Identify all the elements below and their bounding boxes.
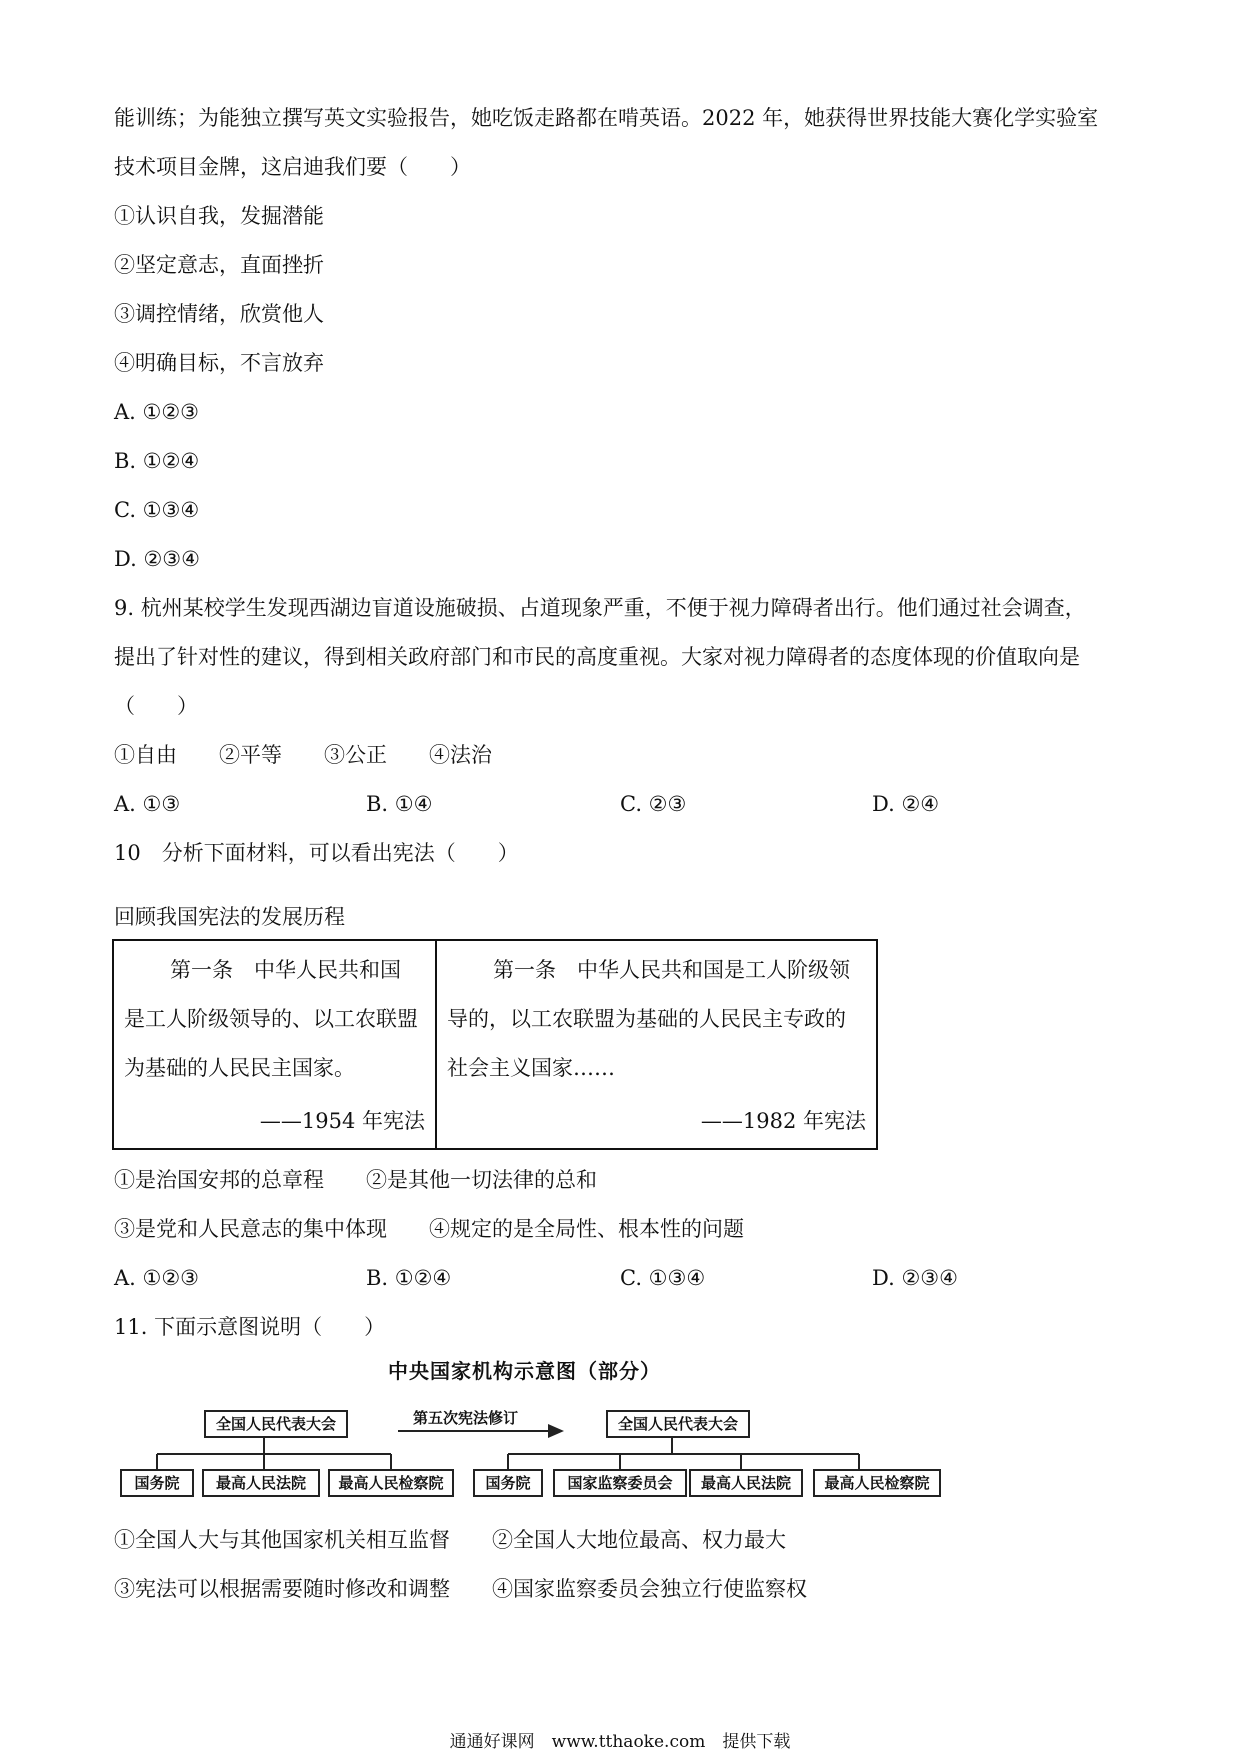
option-line: ②坚定意志，直面挫折	[114, 253, 324, 277]
arrow-label: 第五次宪法修订	[413, 1409, 519, 1427]
q9-choice-a: A. ①③	[114, 792, 181, 816]
node-state-council-after: 国务院	[473, 1469, 543, 1497]
option-line: ①认识自我，发掘潜能	[114, 204, 324, 228]
text-line: 技术项目金牌，这启迪我们要（ ）	[114, 155, 471, 179]
option-line: ④明确目标，不言放弃	[114, 351, 324, 375]
cell-text: 社会主义国家……	[447, 1056, 615, 1080]
choice-a: A. ①②③	[114, 400, 199, 424]
question-11-text: 11. 下面示意图说明（ ）	[114, 1315, 386, 1339]
q9-choice-b: B. ①④	[366, 792, 433, 816]
node-procuratorate-before: 最高人民检察院	[328, 1469, 454, 1497]
cell-source: ——1982 年宪法	[700, 1109, 866, 1133]
cell-text: 是工人阶级领导的、以工农联盟	[124, 1007, 418, 1031]
question-9-statements: ①自由 ②平等 ③公正 ④法治	[114, 743, 492, 767]
question-9-text: （ ）	[114, 694, 198, 718]
cell-source: ——1954 年宪法	[259, 1109, 425, 1133]
question-11-statements: ③宪法可以根据需要随时修改和调整 ④国家监察委员会独立行使监察权	[114, 1577, 807, 1601]
cell-text: 导的，以工农联盟为基础的人民民主专政的	[447, 1007, 846, 1031]
node-state-council-before: 国务院	[120, 1469, 194, 1497]
page-footer: 通通好课网 www.tthaoke.com 提供下载	[449, 1732, 791, 1752]
node-npc-before: 全国人民代表大会	[204, 1410, 348, 1438]
node-supreme-court-after: 最高人民法院	[689, 1469, 803, 1497]
cell-text: 为基础的人民民主国家。	[124, 1056, 355, 1080]
node-npc-after: 全国人民代表大会	[606, 1410, 750, 1438]
q9-choice-d: D. ②④	[872, 792, 940, 816]
question-9-text: 提出了针对性的建议，得到相关政府部门和市民的高度重视。大家对视力障碍者的态度体现的价值取向是	[114, 645, 1080, 669]
choice-b: B. ①②④	[114, 449, 200, 473]
choice-d: D. ②③④	[114, 547, 200, 571]
option-line: ③调控情绪，欣赏他人	[114, 302, 324, 326]
node-procuratorate-after: 最高人民检察院	[813, 1469, 941, 1497]
node-supreme-court-before: 最高人民法院	[202, 1469, 320, 1497]
cell-text: 第一条 中华人民共和国	[170, 958, 401, 982]
cell-text: 第一条 中华人民共和国是工人阶级领	[493, 958, 850, 982]
question-11-statements: ①全国人大与其他国家机关相互监督 ②全国人大地位最高、权力最大	[114, 1528, 786, 1552]
question-10-statements: ①是治国安邦的总章程 ②是其他一切法律的总和	[114, 1168, 597, 1192]
choice-c: C. ①③④	[114, 498, 200, 522]
material-heading: 回顾我国宪法的发展历程	[114, 905, 345, 929]
q10-choice-d: D. ②③④	[872, 1266, 958, 1290]
q10-choice-c: C. ①③④	[620, 1266, 706, 1290]
arrow-head	[548, 1424, 564, 1438]
q10-choice-b: B. ①②④	[366, 1266, 452, 1290]
text-line: 能训练；为能独立撰写英文实验报告，她吃饭走路都在啃英语。2022 年，她获得世界技能大赛化学实验室	[114, 106, 1099, 130]
question-10-statements: ③是党和人民意志的集中体现 ④规定的是全局性、根本性的问题	[114, 1217, 744, 1241]
diagram-title: 中央国家机构示意图（部分）	[388, 1359, 661, 1383]
node-supervision-commission: 国家监察委员会	[553, 1469, 687, 1497]
question-9-text: 9. 杭州某校学生发现西湖边盲道设施破损、占道现象严重，不便于视力障碍者出行。他们通过社会调查，	[114, 596, 1086, 620]
q9-choice-c: C. ②③	[620, 792, 687, 816]
q10-choice-a: A. ①②③	[114, 1266, 199, 1290]
question-10-text: 10 分析下面材料，可以看出宪法（ ）	[114, 841, 519, 865]
